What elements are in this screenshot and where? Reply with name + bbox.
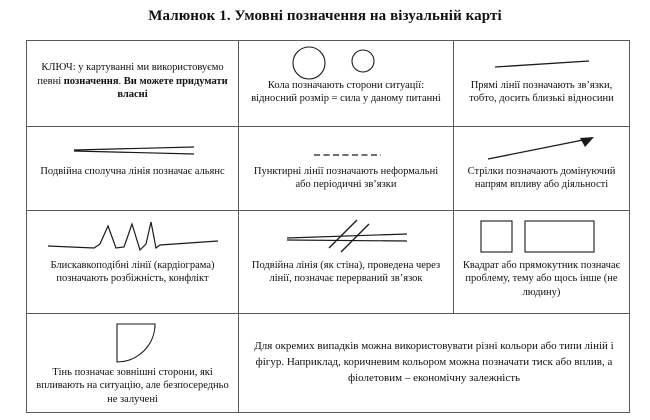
legend-cell-circles — [239, 41, 454, 127]
table-row — [27, 41, 630, 127]
table-row — [27, 211, 630, 314]
legend-cell-dashed-line — [239, 127, 454, 211]
legend-cell-key — [27, 41, 239, 127]
legend-caption: Пунктирні лінії позначають неформальні або періодичні зв’язки — [253, 166, 439, 191]
legend-cell-colors-note — [239, 314, 630, 413]
crossed-lines-icon — [245, 215, 447, 259]
legend-cell-straight-line — [454, 41, 630, 127]
square-rectangle-icon — [460, 215, 623, 259]
legend-cell-arrow — [454, 127, 630, 211]
table-row — [27, 127, 630, 211]
legend-cell-crossed-lines — [239, 211, 454, 314]
table-row — [27, 314, 630, 413]
legend-cell-shadow — [27, 314, 239, 413]
legend-cell-double-line — [27, 127, 239, 211]
legend-caption: Прямі лінії позначають зв’язки, тобто, досить близькі відносини — [469, 80, 614, 105]
legend-caption: Подвійна сполучна лінія позначає альянс — [40, 166, 225, 177]
two-circles-icon — [245, 45, 447, 79]
legend-caption: Для окремих випадків можна використовувати різні кольори або типи ліній і фігур. Наприклад, коричневим кольором можна позначати тиск або вплив, а фіолетовим – економічну залежність — [254, 340, 614, 384]
straight-line-icon — [460, 45, 623, 79]
legend-caption: Тінь позначає зовнішні сторони, які впливають на ситуацію, але безпосередньо не залучені — [36, 367, 229, 405]
legend-cell-cardiogram — [27, 211, 239, 314]
legend-caption: Блискавкоподібні лінії (кардіограма) позначають розбіжність, конфлікт — [50, 260, 215, 285]
quarter-circle-shadow-icon — [33, 318, 232, 366]
legend-caption: Кола позначають сторони ситуації: відносний розмір = сила у даному питанні — [251, 80, 441, 105]
legend-table — [26, 40, 630, 413]
lightning-cardiogram-icon — [33, 215, 232, 259]
legend-caption: Квадрат або прямокутник позначає проблему, тему або щось інше (не людину) — [462, 260, 621, 298]
arrow-icon — [460, 131, 623, 165]
legend-caption: Стрілки позначають домінуючий напрям впливу або діяльності — [467, 166, 616, 191]
dashed-line-icon — [245, 131, 447, 165]
legend-caption: Подвійна лінія (як стіна), проведена через лінії, позначає перерваний зв’язок — [251, 260, 441, 285]
legend-caption: КЛЮЧ: у картуванні ми використовуємо певні позначення. Ви можете придумати власні — [37, 62, 228, 101]
legend-cell-square-rectangle — [454, 211, 630, 314]
double-line-icon — [33, 131, 232, 165]
page-title: Малюнок 1. Умовні позначення на візуальній карті — [148, 8, 502, 24]
